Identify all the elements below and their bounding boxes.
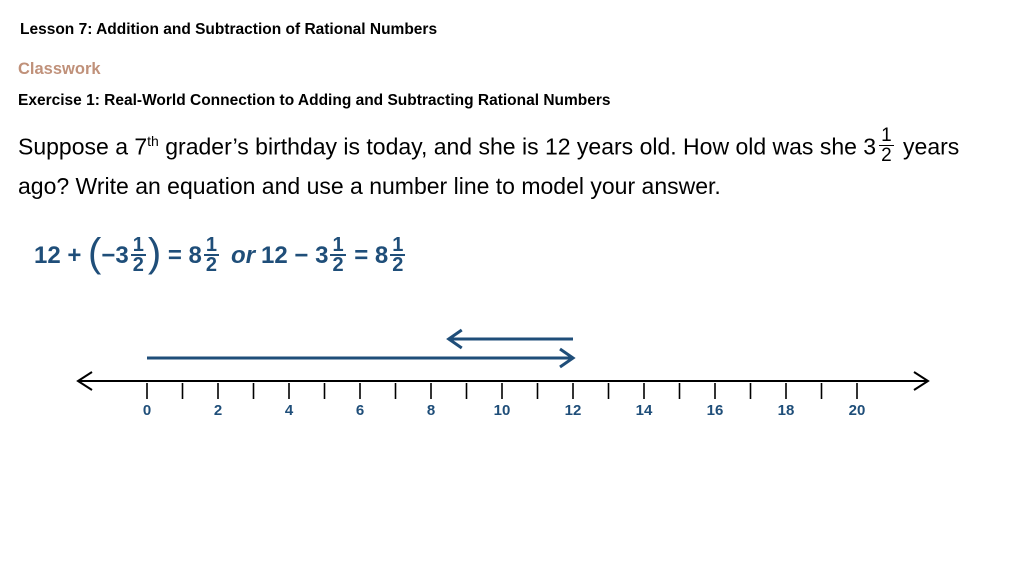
lesson-title: Lesson 7: Addition and Subtraction of Rational Numbers	[20, 21, 438, 38]
eq-fraction-1-den: 2	[132, 253, 144, 276]
tick-label-2: 2	[213, 402, 223, 419]
equals-part-1: = 8	[161, 242, 202, 269]
section-heading: Classwork	[18, 60, 101, 78]
tick-label-10: 10	[493, 402, 511, 419]
left-paren: (	[88, 231, 102, 275]
fraction-denominator: 2	[881, 145, 892, 167]
problem-fraction	[879, 126, 894, 165]
tick-label-12: 12	[564, 402, 582, 419]
fraction-numerator: 1	[881, 125, 892, 147]
equals-part-2: = 8	[347, 242, 389, 269]
right-paren: )	[147, 231, 162, 275]
number-line-arrows	[147, 330, 573, 367]
eq-fraction-2-num: 1	[205, 233, 218, 256]
answer-equation	[34, 228, 407, 278]
eq-fraction-2-den: 2	[205, 253, 218, 276]
eq-fraction-2	[204, 233, 219, 276]
eq-fraction-4-den: 2	[392, 253, 404, 276]
tick-label-16: 16	[706, 402, 724, 419]
tick-label-18: 18	[777, 402, 795, 419]
eq-fraction-3-num: 1	[332, 233, 344, 256]
equation-lhs: 12 +	[34, 242, 89, 269]
eq-fraction-4-num: 1	[392, 233, 404, 256]
exercise-title: Exercise 1: Real-World Connection to Adding and Subtracting Rational Numbers	[18, 92, 611, 109]
eq-fraction-4	[390, 233, 405, 276]
number-line-axis	[78, 372, 928, 390]
number-line-labels	[143, 402, 866, 419]
negative-whole: −3	[101, 242, 129, 269]
problem-statement	[18, 123, 1008, 205]
eq-fraction-1	[131, 233, 146, 276]
problem-text-1: Suppose a 7	[18, 133, 148, 160]
number-line	[0, 320, 1024, 430]
tick-label-8: 8	[426, 402, 436, 419]
or-word: or	[231, 242, 256, 269]
tick-label-14: 14	[635, 402, 653, 419]
tick-label-0: 0	[142, 402, 152, 419]
alt-equation-start: 12 − 3	[261, 242, 329, 269]
eq-fraction-1-num: 1	[132, 233, 144, 256]
tick-label-6: 6	[355, 402, 365, 419]
problem-text-2: grader’s birthday is today, and she is 12 years old. How old was she 3	[158, 133, 877, 160]
eq-fraction-3	[330, 233, 345, 276]
ordinal-suffix: th	[147, 133, 159, 149]
tick-label-20: 20	[848, 402, 866, 419]
problem-text-3: years ago? Write an equation and use a number line to model your answer.	[18, 133, 960, 200]
eq-fraction-3-den: 2	[332, 253, 344, 276]
tick-label-4: 4	[284, 402, 294, 419]
number-line-ticks	[147, 383, 857, 399]
